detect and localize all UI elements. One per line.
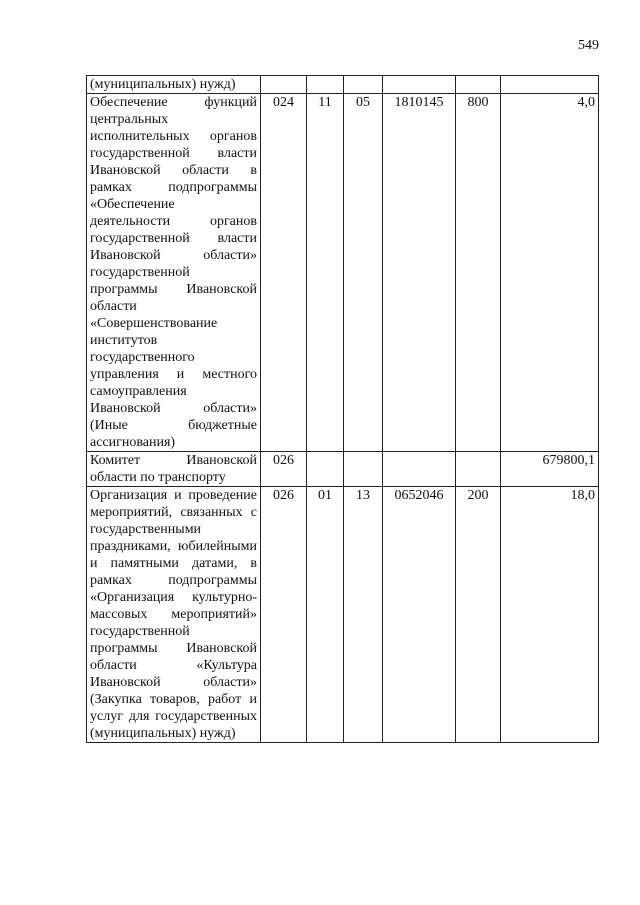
amount (501, 76, 599, 94)
section-code: 11 (307, 94, 344, 452)
row-description: Организация и проведение мероприятий, связанных с государственными праздниками, юбилейными и памятными датами, в рамках подпрограммы «Организация культурно-массовых мероприятий» государственной программы Ивановской области «Культура Ивановской области» (Закупка товаров, работ и услуг для государственных (муниципальных) нужд) (87, 487, 261, 743)
page-number: 549 (578, 38, 599, 53)
section-code (307, 76, 344, 94)
ministry-code (261, 76, 307, 94)
row-description: (муниципальных) нужд) (87, 76, 261, 94)
table-row (87, 94, 599, 452)
amount: 18,0 (501, 487, 599, 743)
amount: 4,0 (501, 94, 599, 452)
table-row (87, 452, 599, 487)
expense-type-code (456, 452, 501, 487)
section-code: 01 (307, 487, 344, 743)
expense-type-code: 800 (456, 94, 501, 452)
row-description: Комитет Ивановской области по транспорту (87, 452, 261, 487)
ministry-code: 026 (261, 452, 307, 487)
subsection-code: 13 (344, 487, 383, 743)
target-code: 1810145 (383, 94, 456, 452)
table-row (87, 76, 599, 94)
ministry-code: 024 (261, 94, 307, 452)
table-row (87, 487, 599, 743)
target-code (383, 76, 456, 94)
budget-table (86, 75, 599, 743)
expense-type-code: 200 (456, 487, 501, 743)
amount: 679800,1 (501, 452, 599, 487)
subsection-code (344, 452, 383, 487)
ministry-code: 026 (261, 487, 307, 743)
subsection-code (344, 76, 383, 94)
subsection-code: 05 (344, 94, 383, 452)
expense-type-code (456, 76, 501, 94)
target-code (383, 452, 456, 487)
target-code: 0652046 (383, 487, 456, 743)
row-description: Обеспечение функций центральных исполнительных органов государственной власти Ивановской области в рамках подпрограммы «Обеспечение деятельности органов государственной власти Ивановской области» государственной программы Ивановской области «Совершенствование институтов государственного управления и местного самоуправления Ивановской области» (Иные бюджетные ассигнования) (87, 94, 261, 452)
section-code (307, 452, 344, 487)
